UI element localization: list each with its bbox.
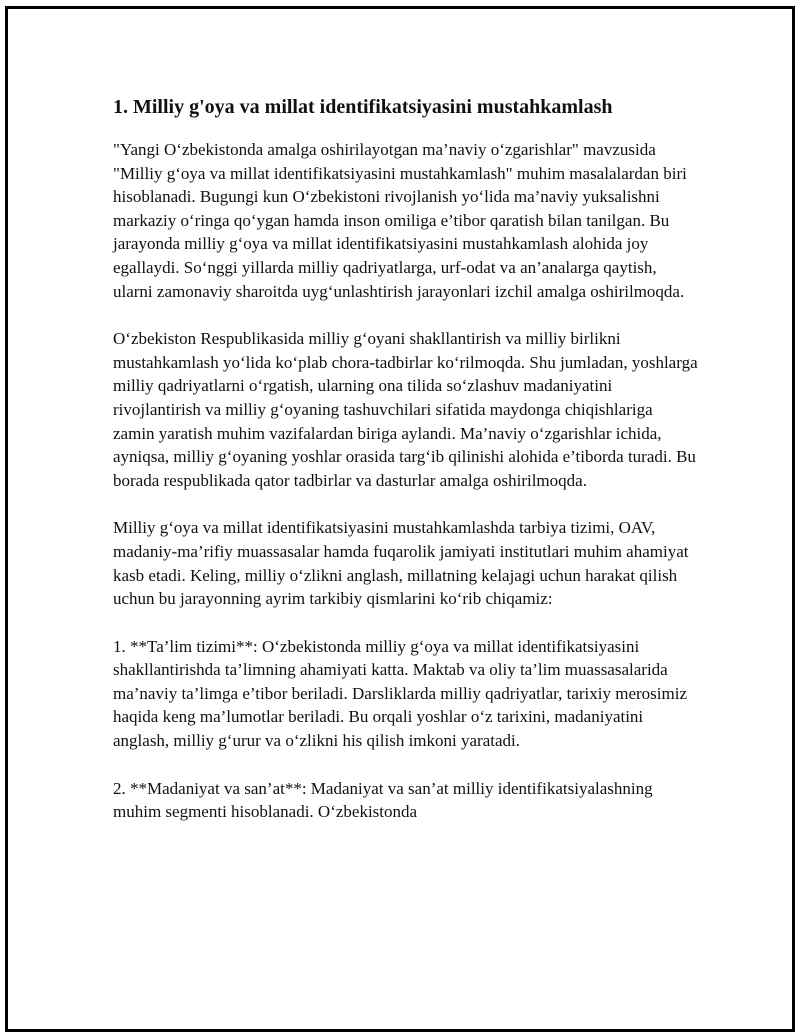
document-title: 1. Milliy g'oya va millat identifikatsiyasini mustahkamlash <box>113 96 613 118</box>
paragraph-culture: 2. **Madaniyat va san’at**: Madaniyat va san’at milliy identifikatsiyalashning muhim segmenti hisoblanadi. O‘zbekistonda <box>113 778 653 822</box>
paragraph-institutions: Milliy g‘oya va millat identifikatsiyasini mustahkamlashda tarbiya tizimi, OAV, madaniy-ma’rifiy muassasalar hamda fuqarolik jamiyati institutlari muhim ahamiyat kasb etadi. Keling, milliy o‘zlikni anglash, millatning kelajagi uchun harakat qilish uchun bu jarayonning ayrim tarkibiy qismlarini ko‘rib chiqamiz: <box>113 518 689 609</box>
document-content <box>113 94 698 848</box>
paragraph-education: 1. **Ta’lim tizimi**: O‘zbekistonda milliy g‘oya va millat identifikatsiyasini shakllantirishda ta’limning ahamiyati katta. Maktab va oliy ta’lim muassasalarida ma’naviy ta’limga e’tibor beriladi. Darsliklarda milliy qadriyatlar, tarixiy merosimiz haqida keng ma’lumotlar beriladi. Bu orqali yoshlar o‘z tarixini, madaniyatini anglash, milliy g‘urur va o‘zlikni his qilish imkoni yaratadi. <box>113 636 687 751</box>
paragraph-intro: "Yangi O‘zbekistonda amalga oshirilayotgan ma’naviy o‘zgarishlar" mavzusida "Milliy g‘oya va millat identifikatsiyasini mustahkamlash" muhim masalalardan biri hisoblanadi. Bugungi kun O‘zbekistoni rivojlanish yo‘lida ma’naviy yuksalishni markaziy o‘ringa qo‘ygan hamda inson omiliga e’tibor qaratish bilan tanilgan. Bu jarayonda milliy g‘oya va millat identifikatsiyasini mustahkamlash alohida joy egallaydi. So‘nggi yillarda milliy qadriyatlarga, urf-odat va an’analarga qaytish, ularni zamonaviy sharoitda uyg‘unlashtirish jarayonlari izchil amalga oshirilmoqda. <box>113 140 687 301</box>
paragraph-republic-measures: O‘zbekiston Respublikasida milliy g‘oyani shakllantirish va milliy birlikni mustahkamlash yo‘lida ko‘plab chora-tadbirlar ko‘rilmoqda. Shu jumladan, yoshlarga milliy qadriyatlarni o‘rgatish, ularning ona tilida so‘zlashuv madaniyatini rivojlantirish va milliy g‘oyaning tashuvchilari sifatida maydonga chiqishlariga zamin yaratish muhim vazifalardan biriga aylandi. Ma’naviy o‘zgarishlar ichida, ayniqsa, milliy g‘oyaning yoshlar orasida targ‘ib qilinishi alohida e’tiborda turadi. Bu borada respublikada qator tadbirlar va dasturlar amalga oshirilmoqda. <box>113 329 698 490</box>
